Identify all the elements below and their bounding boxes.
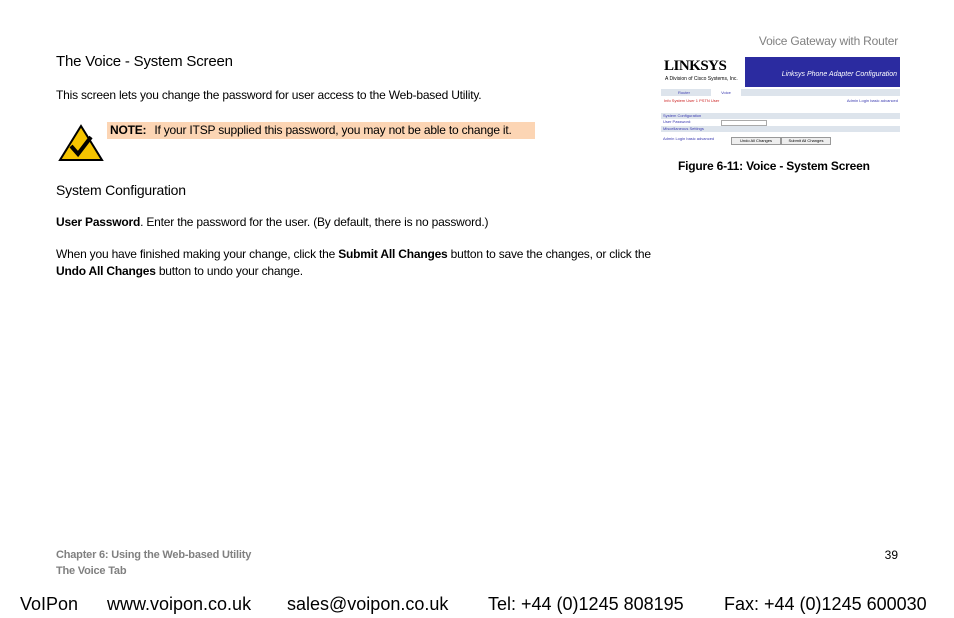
finish-text-mid: button to save the changes, or click the: [447, 247, 651, 261]
contact-company: VoIPon: [20, 594, 79, 614]
note-text: If your ITSP supplied this password, you may not be able to change it.: [154, 123, 512, 137]
figure-section-system-label: System Configuration: [663, 113, 702, 118]
footer-chapter: [56, 547, 251, 579]
figure-field-label: User Password:: [663, 119, 692, 124]
logo-division: A Division of Cisco Systems, Inc.: [665, 76, 738, 82]
submit-term: Submit All Changes: [338, 247, 448, 261]
footer-chapter-title: Chapter 6: Using the Web-based Utility: [56, 549, 252, 561]
contact-tel: Tel: +44 (0)1245 808195: [488, 594, 684, 614]
section-title: The Voice - System Screen: [56, 53, 233, 70]
figure-subtabs: [661, 97, 900, 104]
figure-section-misc-label: Miscellaneous Settings: [663, 126, 704, 131]
contact-email[interactable]: sales@voipon.co.uk: [287, 594, 449, 614]
finish-paragraph: [56, 246, 666, 280]
figure-banner-title: Linksys Phone Adapter Configuration: [781, 71, 897, 78]
header-product-name: Voice Gateway with Router: [758, 34, 898, 48]
intro-paragraph: This screen lets you change the password for user access to the Web-based Utility.: [56, 88, 482, 102]
linksys-logo: [661, 57, 745, 87]
user-password-paragraph: [56, 215, 488, 229]
contact-website[interactable]: www.voipon.co.uk: [107, 594, 252, 614]
figure-links-bottom-label: Admin Login basic advanced: [663, 136, 715, 141]
figure-caption: Figure 6-11: Voice - System Screen: [678, 159, 870, 173]
figure-submit-button: Submit All Changes: [781, 137, 831, 145]
user-password-term: User Password: [56, 215, 141, 229]
figure-screenshot: [661, 57, 900, 147]
finish-text-pre: When you have finished making your change, click the: [56, 247, 339, 261]
figure-undo-button: Undo All Changes: [731, 137, 781, 145]
logo-brand: LINKSYS: [664, 58, 727, 74]
warning-check-icon: [58, 124, 104, 162]
note-box: [107, 122, 535, 139]
contact-fax: Fax: +44 (0)1245 600030: [724, 594, 927, 614]
note-label: NOTE:: [110, 123, 147, 137]
page-number: 39: [884, 548, 898, 562]
figure-tab-voice: Voice: [711, 89, 741, 96]
figure-tab-router: Router: [677, 90, 690, 95]
finish-text-post: button to undo your change.: [155, 264, 303, 278]
figure-subtab-list: Info System User 1 PSTN User: [664, 98, 720, 103]
contact-bar: [0, 594, 954, 616]
subsection-title: System Configuration: [56, 182, 186, 198]
undo-term: Undo All Changes: [56, 264, 156, 278]
figure-section-misc: [661, 126, 900, 132]
figure-links-bottom: [661, 136, 721, 142]
user-password-text: . Enter the password for the user. (By default, there is no password.): [140, 215, 489, 229]
footer-subsection: The Voice Tab: [56, 565, 127, 577]
figure-field-row: [661, 119, 900, 125]
figure-links-right: Admin Login basic advanced: [846, 98, 898, 103]
